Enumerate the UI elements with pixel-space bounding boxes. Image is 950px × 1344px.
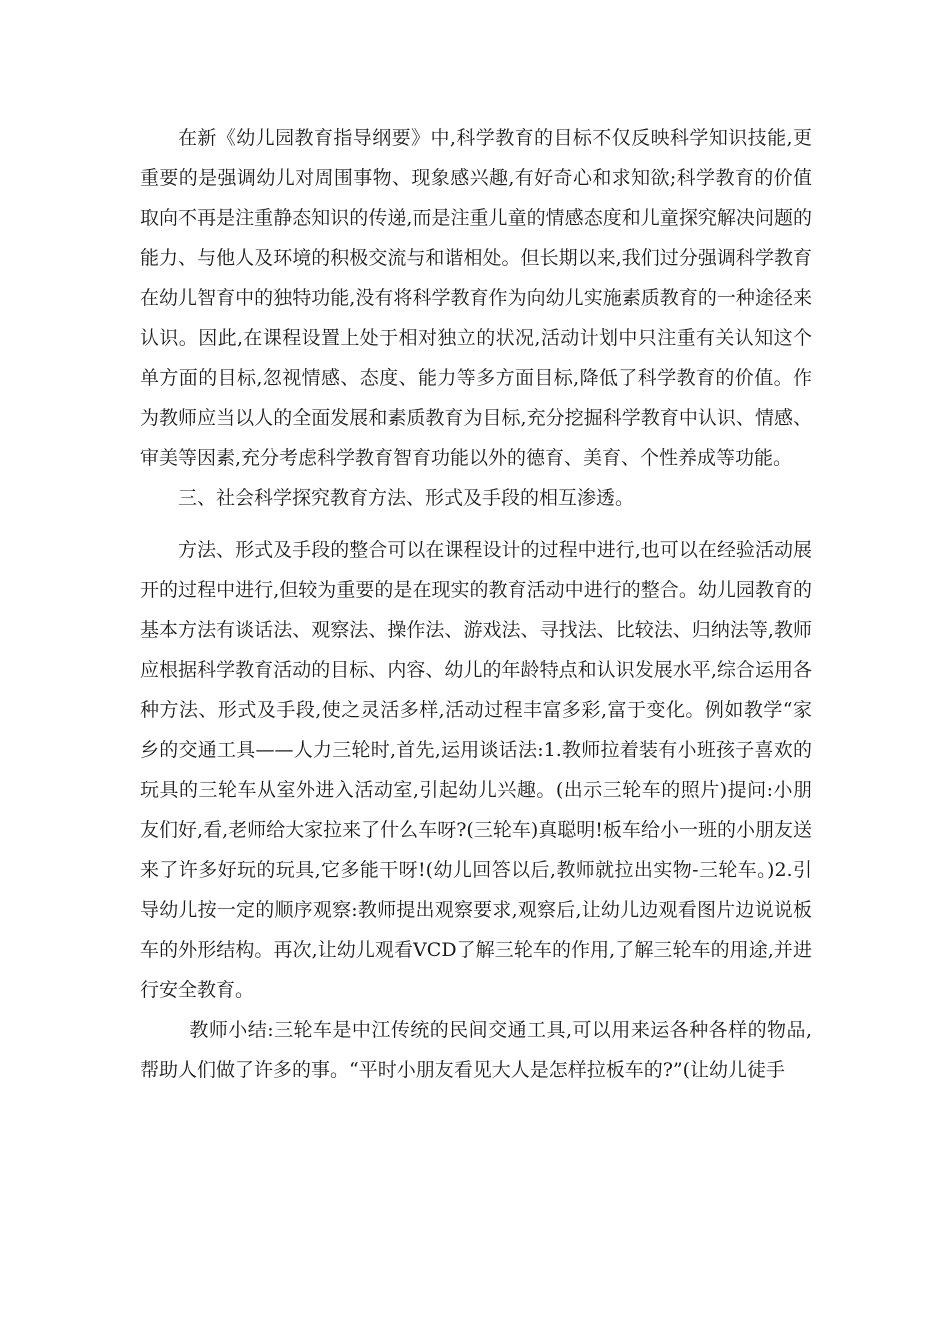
document-body [140,118,812,1090]
section-heading-three: 三、社会科学探究教育方法、形式及手段的相互渗透。 [178,487,635,509]
paragraph-teacher-summary: 教师小结:三轮车是中江传统的民间交通工具,可以用来运各种各样的物品,帮助人们做了许多的事。“平时小朋友看见大人是怎样拉板车的?”(让幼儿徒手 [140,1019,812,1081]
paragraph-science-goals: 在新《幼儿园教育指导纲要》中,科学教育的目标不仅反映科学知识技能,更重要的是强调幼儿对周围事物、现象感兴趣,有好奇心和求知欲;科学教育的价值取向不再是注重静态知识的传递,而是注重儿童的情感态度和儿童探究解决问题的能力、与他人及环境的积极交流与和谐相处。但长期以来,我们过分强调科学教育在幼儿智育中的独特功能,没有将科学教育作为向幼儿实施素质教育的一种途径来认识。因此,在课程设置上处于相对独立的状况,活动计划中只注重有关认知这个单方面的目标,忽视情感、态度、能力等多方面目标,降低了科学教育的价值。作为教师应当以人的全面发展和素质教育为目标,充分挖掘科学教育中认识、情感、审美等因素,充分考虑科学教育智育功能以外的德育、美育、个性养成等功能。 [140,127,812,469]
paragraph-methods-integration: 方法、形式及手段的整合可以在课程设计的过程中进行,也可以在经验活动展开的过程中进行,但较为重要的是在现实的教育活动中进行的整合。幼儿园教育的基本方法有谈话法、观察法、操作法、游戏法、寻找法、比较法、归纳法等,教师应根据科学教育活动的目标、内容、幼儿的年龄特点和认识发展水平,综合运用各种方法、形式及手段,使之灵活多样,活动过程丰富多彩,富于变化。例如教学“家乡的交通工具——人力三轮时,首先,运用谈话法:1.教师拉着装有小班孩子喜欢的玩具的三轮车从室外进入活动室,引起幼儿兴趣。(出示三轮车的照片)提问:小朋友们好,看,老师给大家拉来了什么车呀?(三轮车)真聪明!板车给小一班的小朋友送来了许多好玩的玩具,它多能干呀!(幼儿回答以后,教师就拉出实物-三轮车。)2.引导幼儿按一定的顺序观察:教师提出观察要求,观察后,让幼儿边观看图片边说说板车的外形结构。再次,让幼儿观看VCD了解三轮车的作用,了解三轮车的用途,并进行安全教育。 [140,539,812,1001]
